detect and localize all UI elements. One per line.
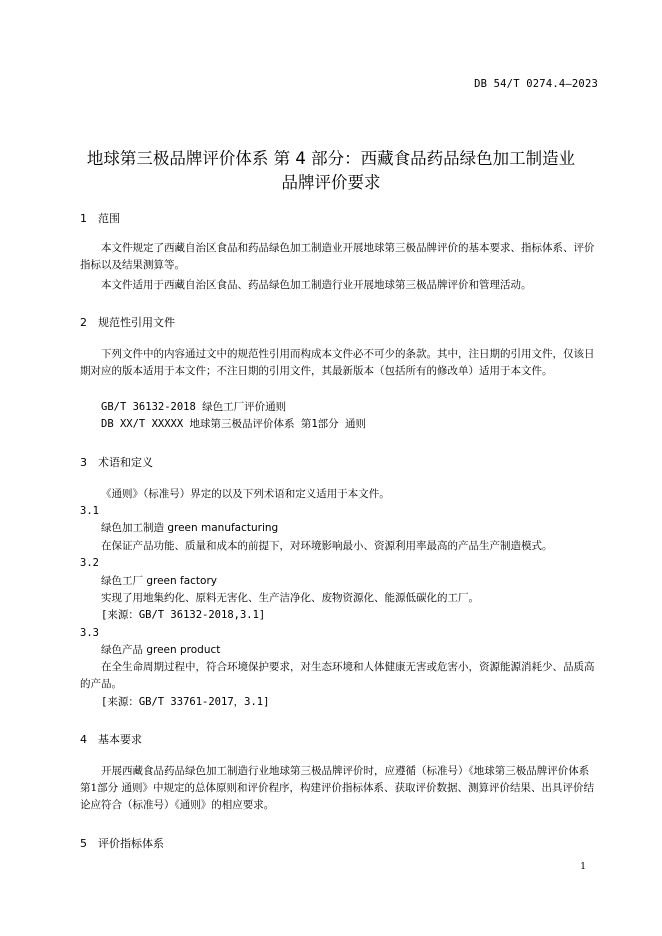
term-3-1-name: 绿色加工制造 green manufacturing [101, 522, 279, 534]
section-1-paragraph-1: 本文件规定了西藏自治区食品和药品绿色加工制造业开展地球第三极品牌评价的基本要求、指标体系、评价指标以及结果测算等。 [80, 242, 595, 271]
term-3-2-source: [来源：GB/T 36132-2018,3.1] [101, 609, 266, 621]
document-title-line2: 品牌评价要求 [281, 173, 381, 192]
section-title: 基本要求 [98, 733, 142, 746]
term-3-3-name: 绿色产品 green product [101, 644, 221, 656]
section-title: 术语和定义 [98, 456, 153, 469]
term-3-2-definition: 实现了用地集约化、原料无害化、生产洁净化、废物资源化、能源低碳化的工厂。 [101, 592, 479, 604]
section-3-intro: 《通则》（标准号）界定的以及下列术语和定义适用于本文件。 [101, 488, 390, 500]
term-3-1-definition: 在保证产品功能、质量和成本的前提下，对环境影响最小、资源利用率最高的产品生产制造模式。 [101, 540, 553, 552]
section-title: 范围 [98, 212, 120, 225]
section-2-paragraph-1: 下列文件中的内容通过文中的规范性引用而构成本文件必不可少的条款。其中，注日期的引用文件，仅该日期对应的版本适用于本文件；不注日期的引用文件，其最新版本（包括所有的修改单）适用于本文件。 [80, 348, 595, 377]
page-number: 1 [580, 862, 586, 872]
section-4-heading [80, 731, 142, 747]
term-3-2-number: 3.2 [80, 557, 99, 569]
section-title: 评价指标体系 [98, 837, 164, 850]
section-4-paragraph-1: 开展西藏食品药品绿色加工制造行业地球第三极品牌评价时，应遵循（标准号）《地球第三极品牌评价体系 第1部分 通则》中规定的总体原则和评价程序，构建评价指标体系、获取评价数据、测算评价结果、出具评价结论应符合（标准号）《通则》的相应要求。 [80, 765, 595, 811]
section-3-heading [80, 454, 153, 470]
reference-2: DB XX/T XXXXX 地球第三极品评价体系 第1部分 通则 [101, 418, 366, 430]
section-2-heading [80, 314, 175, 330]
term-3-3-number: 3.3 [80, 627, 99, 639]
term-3-3-source: [来源：GB/T 33761-2017，3.1] [101, 696, 270, 708]
section-number: 1 [80, 212, 87, 225]
section-number: 5 [80, 837, 87, 850]
section-title: 规范性引用文件 [98, 316, 175, 329]
section-1-heading [80, 210, 120, 226]
term-3-3-definition: 在全生命周期过程中，符合环境保护要求，对生态环境和人体健康无害或危害小，资源能源消耗少、品质高的产品。 [80, 661, 595, 690]
section-number: 4 [80, 733, 87, 746]
document-title-line1: 地球第三极品牌评价体系 第 4 部分：西藏食品药品绿色加工制造业 [86, 149, 576, 168]
section-number: 2 [80, 316, 87, 329]
section-1-paragraph-2: 本文件适用于西藏自治区食品、药品绿色加工制造行业开展地球第三极品牌评价和管理活动。 [101, 279, 532, 291]
section-number: 3 [80, 456, 87, 469]
term-3-2-name: 绿色工厂 green factory [101, 575, 217, 587]
reference-1: GB/T 36132-2018 绿色工厂评价通则 [101, 401, 287, 413]
term-3-1-number: 3.1 [80, 505, 99, 517]
section-5-heading [80, 835, 164, 851]
standard-code: DB 54/T 0274.4—2023 [474, 78, 598, 90]
